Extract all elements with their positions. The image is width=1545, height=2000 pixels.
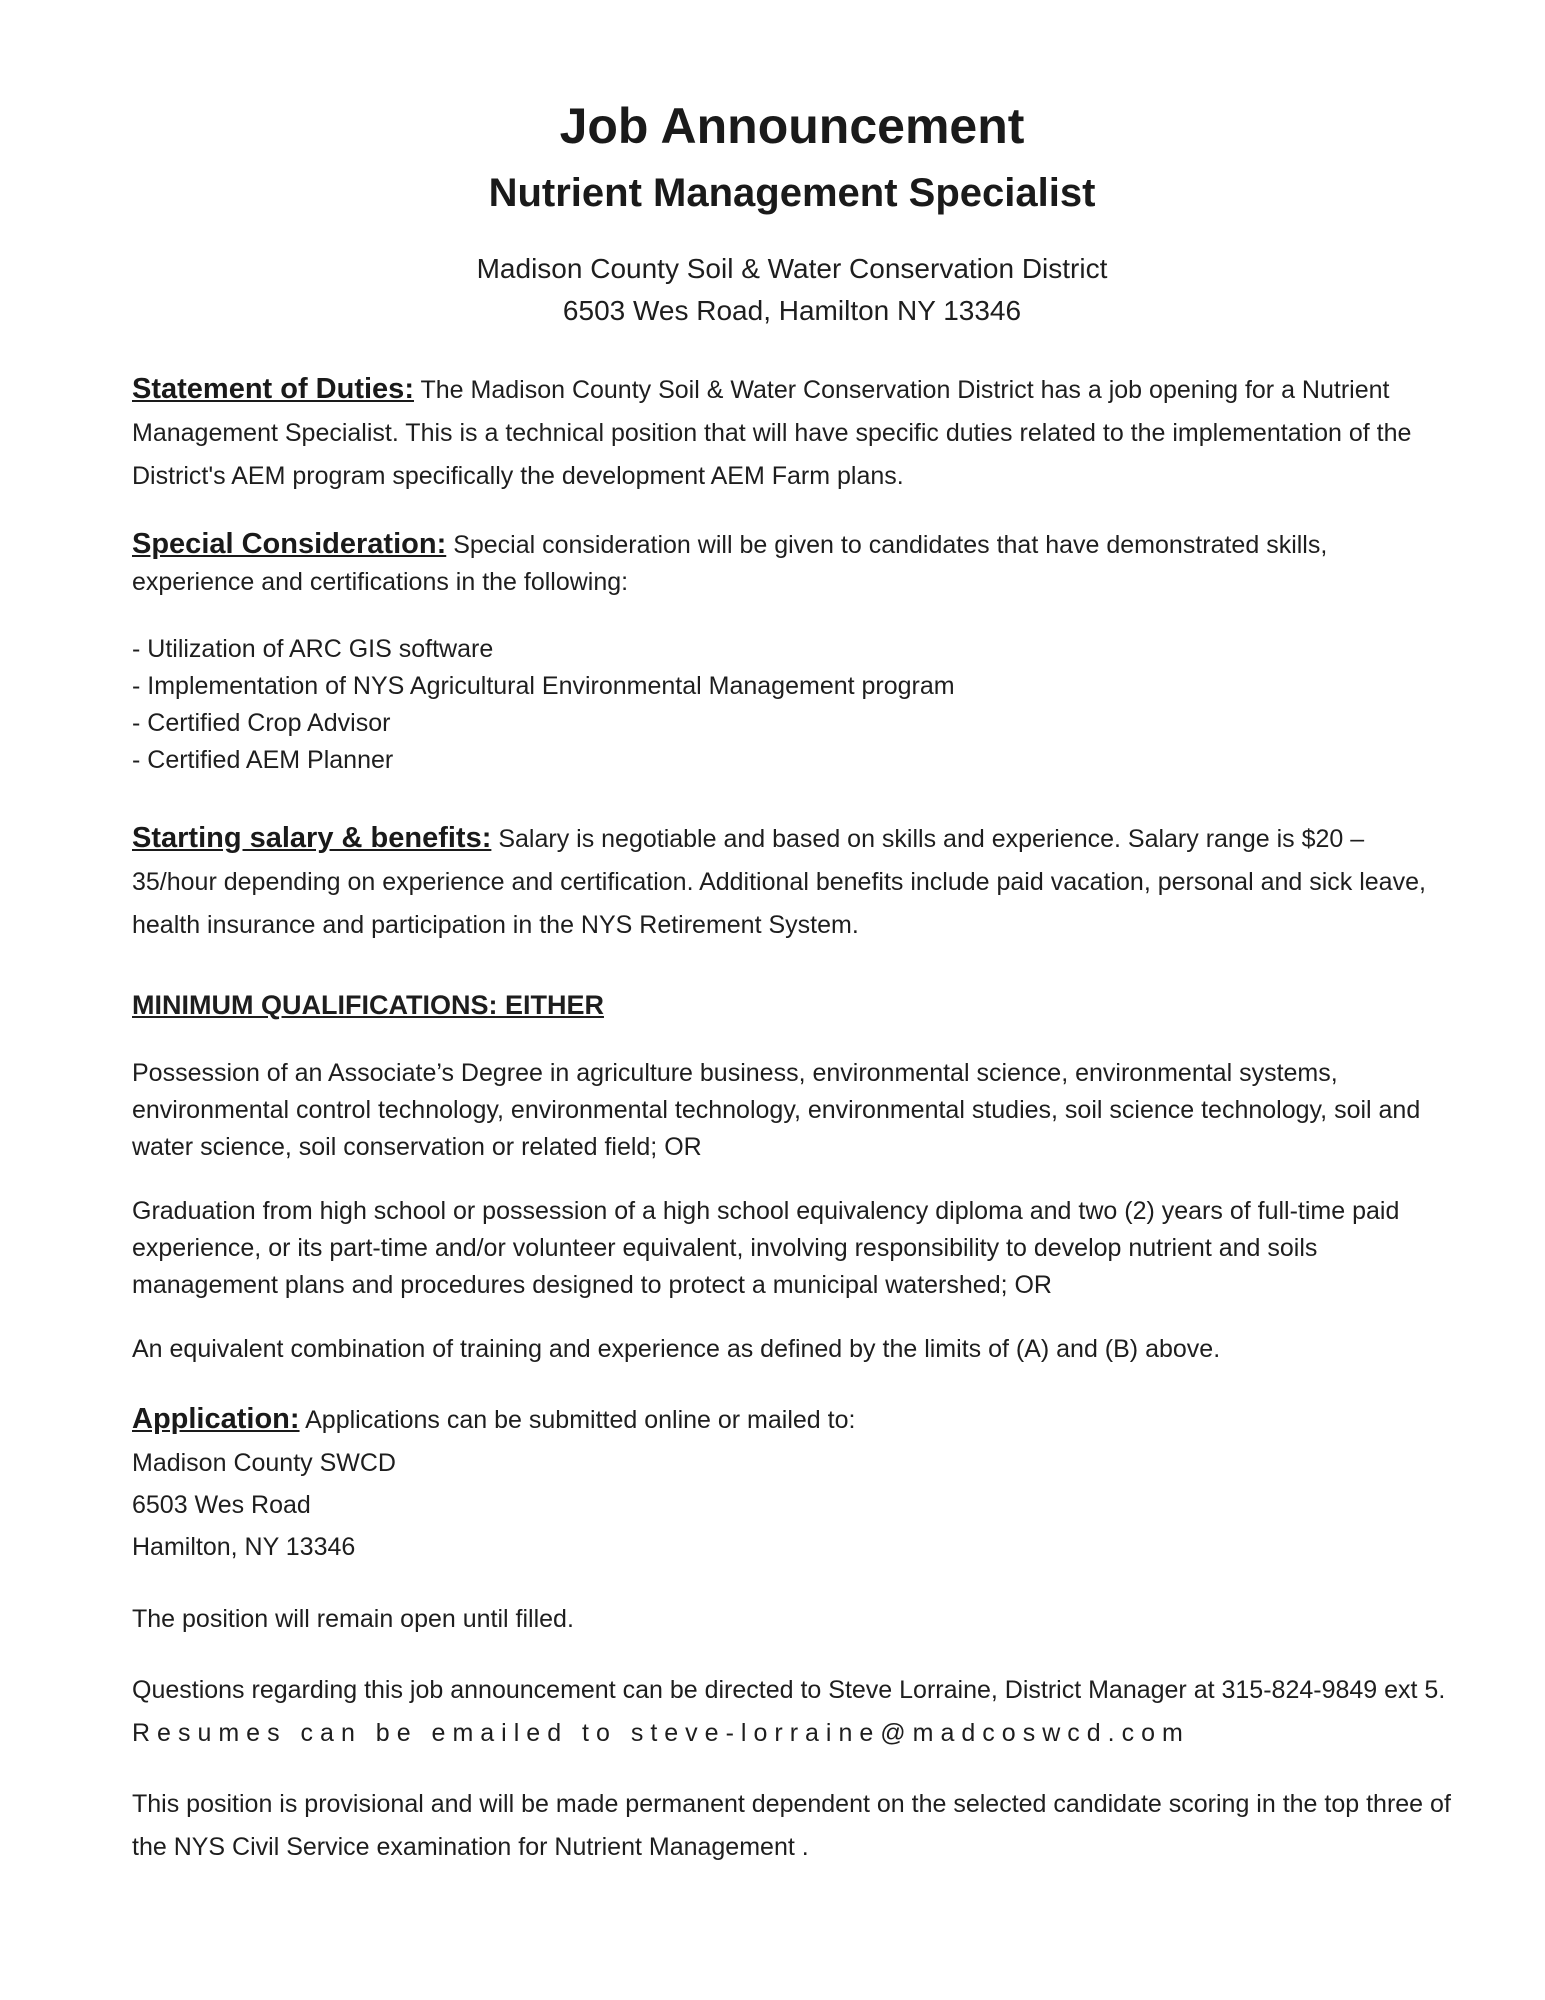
salary-text: Salary is negotiable and based on skills and experience. Salary range is $20 – 35/hour depending on experience and certification. Additional benefits include paid vacation, personal and sick leave, health insurance and participation in the NYS Retirement System.	[132, 825, 1426, 939]
list-item: - Certified Crop Advisor	[132, 709, 391, 737]
special-consideration-heading: Special Consideration:	[132, 528, 447, 560]
special-consideration-text: Special consideration will be given to candidates that have demonstrated skills, experience and certifications in the following:	[132, 531, 1328, 596]
list-item: - Utilization of ARC GIS software	[132, 635, 494, 663]
qualification-option-a: Possession of an Associate’s Degree in agriculture business, environmental science, environmental systems, environmental control technology, environmental technology, environmental studies, soil science technology, soil and water science, soil conservation or related field; OR	[132, 1059, 1421, 1161]
job-announcement-document	[132, 96, 1452, 1869]
organization-name: Madison County Soil & Water Conservation District	[476, 253, 1108, 284]
salary-heading: Starting salary & benefits:	[132, 822, 492, 854]
position-title: Nutrient Management Specialist	[488, 171, 1096, 215]
qualification-option-c: An equivalent combination of training and experience as defined by the limits of (A) and (B) above.	[132, 1335, 1221, 1363]
application-text: Applications can be submitted online or mailed to:	[305, 1406, 856, 1434]
address-line: Hamilton, NY 13346	[132, 1533, 356, 1561]
organization-block	[132, 248, 1452, 332]
mailing-address	[132, 1442, 1452, 1568]
qualification-option-b: Graduation from high school or possession of a high school equivalency diploma and two (2) years of full-time paid experience, or its part-time and/or volunteer equivalent, involving responsibility to develop nutrient and soils management plans and procedures designed to protect a municipal watershed; OR	[132, 1197, 1400, 1299]
application-section	[132, 1398, 1452, 1442]
duties-heading: Statement of Duties:	[132, 373, 414, 405]
address-line: 6503 Wes Road	[132, 1491, 311, 1519]
qualifications-heading: MINIMUM QUALIFICATIONS: EITHER	[132, 990, 604, 1020]
resume-email-text: Resumes can be emailed to steve-lorraine@madcoswcd.com	[132, 1719, 1190, 1747]
list-item: - Implementation of NYS Agricultural Environmental Management program	[132, 672, 955, 700]
questions-text: Questions regarding this job announcement can be directed to Steve Lorraine, District Manager at 315-824-9849 ext 5.	[132, 1676, 1446, 1704]
organization-address: 6503 Wes Road, Hamilton NY 13346	[562, 295, 1022, 326]
duties-section	[132, 368, 1452, 498]
salary-section	[132, 817, 1452, 947]
application-heading: Application:	[132, 1403, 300, 1435]
address-line: Madison County SWCD	[132, 1449, 396, 1477]
open-until-filled-note: The position will remain open until filled.	[132, 1605, 574, 1633]
list-item: - Certified AEM Planner	[132, 746, 394, 774]
questions-section	[132, 1669, 1452, 1755]
special-consideration-list	[132, 631, 1452, 779]
page-title: Job Announcement	[559, 98, 1025, 154]
duties-text: The Madison County Soil & Water Conservation District has a job opening for a Nutrient Management Specialist. This is a technical position that will have specific duties related to the implementation of the District's AEM program specifically the development AEM Farm plans.	[132, 376, 1412, 490]
special-consideration-section	[132, 526, 1452, 601]
provisional-note: This position is provisional and will be made permanent dependent on the selected candidate scoring in the top three of the NYS Civil Service examination for Nutrient Management .	[132, 1790, 1451, 1861]
